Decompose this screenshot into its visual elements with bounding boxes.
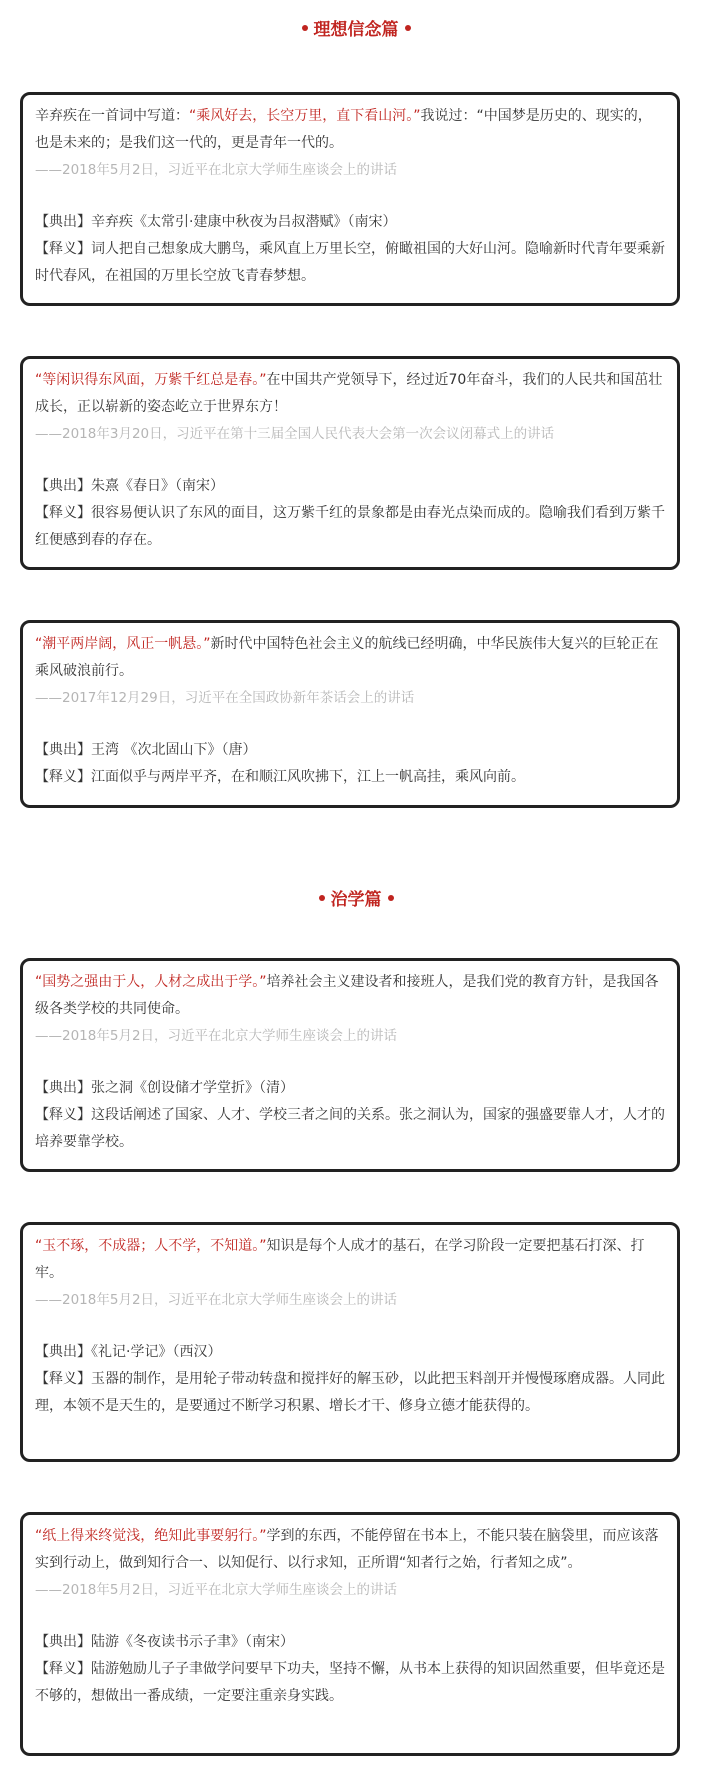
speech-source: ——2018年5月2日，习近平在北京大学师生座谈会上的讲话 bbox=[35, 1028, 398, 1044]
bullet-dot-icon bbox=[405, 25, 411, 31]
card-text bbox=[35, 1523, 665, 1577]
card-text bbox=[35, 1233, 665, 1287]
speech-source: ——2018年5月2日，习近平在北京大学师生座谈会上的讲话 bbox=[35, 1292, 398, 1308]
classic-quote: “等闲识得东风面，万紫千红总是春。” bbox=[35, 372, 267, 388]
meaning-line: 【释义】玉器的制作，是用轮子带动转盘和搅拌好的解玉砂，以此把玉料剖开并慢慢琢磨成器。人同此理，本领不是天生的，是要通过不断学习积累、增长才干、修身立德才能获得的。 bbox=[35, 1371, 665, 1414]
classic-quote: “潮平两岸阔，风正一帆悬。” bbox=[35, 636, 211, 652]
speech-source: ——2017年12月29日，习近平在全国政协新年茶话会上的讲话 bbox=[35, 690, 415, 706]
meaning-line: 【释义】江面似乎与两岸平齐，在和顺江风吹拂下，江上一帆高挂，乘风向前。 bbox=[35, 769, 525, 785]
meaning-line: 【释义】陆游勉励儿子子聿做学问要早下功夫，坚持不懈，从书本上获得的知识固然重要，但毕竟还是不够的，想做出一番成绩，一定要注重亲身实践。 bbox=[35, 1661, 665, 1704]
origin-line: 【典出】朱熹《春日》（南宋） bbox=[35, 478, 224, 494]
meaning-line: 【释义】这段话阐述了国家、人才、学校三者之间的关系。张之洞认为，国家的强盛要靠人才，人才的培养要靠学校。 bbox=[35, 1107, 665, 1150]
origin-line: 【典出】《礼记·学记》（西汉） bbox=[35, 1344, 222, 1360]
section-title: 理想信念篇 bbox=[313, 20, 399, 40]
quote-context: 学到的东西，不能停留在书本上，不能只装在脑袋里，而应该落实到行动上，做到知行合一、以知促行、以行求知，正所谓“知者行之始，行者知之成”。 bbox=[35, 1528, 659, 1571]
card-text bbox=[35, 367, 665, 421]
classic-quote: “纸上得来终觉浅，绝知此事要躬行。” bbox=[35, 1528, 267, 1544]
section-heading-study bbox=[0, 888, 712, 912]
origin-line: 【典出】王湾 《次北固山下》（唐） bbox=[35, 742, 257, 758]
quote-card bbox=[20, 958, 680, 1172]
speech-source: ——2018年3月20日，习近平在第十三届全国人民代表大会第一次会议闭幕式上的讲话 bbox=[35, 426, 555, 442]
quote-context: 新时代中国特色社会主义的航线已经明确，中华民族伟大复兴的巨轮正在乘风破浪前行。 bbox=[35, 636, 659, 679]
quote-context: 我说过：“中国梦是历史的、现实的，也是未来的；是我们这一代的，更是青年一代的。 bbox=[35, 108, 652, 151]
bullet-dot-icon bbox=[319, 895, 325, 901]
origin-line: 【典出】张之洞《创设储才学堂折》（清） bbox=[35, 1080, 294, 1096]
quote-context: 知识是每个人成才的基石，在学习阶段一定要把基石打深、打牢。 bbox=[35, 1238, 645, 1281]
quote-card bbox=[20, 620, 680, 808]
origin-line: 【典出】辛弃疾《太常引·建康中秋夜为吕叔潜赋》（南宋） bbox=[35, 214, 397, 230]
quote-card bbox=[20, 92, 680, 306]
classic-quote: “乘风好去，长空万里，直下看山河。” bbox=[189, 108, 421, 124]
speech-source: ——2018年5月2日，习近平在北京大学师生座谈会上的讲话 bbox=[35, 162, 398, 178]
classic-quote: “玉不琢，不成器；人不学，不知道。” bbox=[35, 1238, 267, 1254]
quote-context: 在中国共产党领导下，经过近70年奋斗，我们的人民共和国茁壮成长，正以崭新的姿态屹立于世界东方！ bbox=[35, 372, 663, 415]
quote-card bbox=[20, 1222, 680, 1462]
speech-source: ——2018年5月2日，习近平在北京大学师生座谈会上的讲话 bbox=[35, 1582, 398, 1598]
bullet-dot-icon bbox=[302, 25, 308, 31]
quote-context: 培养社会主义建设者和接班人，是我们党的教育方针，是我国各级各类学校的共同使命。 bbox=[35, 974, 659, 1017]
quote-card bbox=[20, 1512, 680, 1756]
meaning-line: 【释义】很容易便认识了东风的面目，这万紫千红的景象都是由春光点染而成的。隐喻我们看到万紫千红便感到春的存在。 bbox=[35, 505, 665, 548]
bullet-dot-icon bbox=[388, 895, 394, 901]
meaning-line: 【释义】词人把自己想象成大鹏鸟，乘风直上万里长空，俯瞰祖国的大好山河。隐喻新时代青年要乘新时代春风，在祖国的万里长空放飞青春梦想。 bbox=[35, 241, 665, 284]
section-heading-ideals bbox=[0, 18, 712, 42]
classic-quote: “国势之强由于人，人材之成出于学。” bbox=[35, 974, 267, 990]
quote-card bbox=[20, 356, 680, 570]
origin-line: 【典出】陆游《冬夜读书示子聿》（南宋） bbox=[35, 1634, 294, 1650]
quote-intro: 辛弃疾在一首词中写道： bbox=[35, 108, 189, 124]
section-title: 治学篇 bbox=[330, 890, 382, 910]
card-text bbox=[35, 969, 665, 1023]
card-text bbox=[35, 103, 665, 157]
card-text bbox=[35, 631, 665, 685]
